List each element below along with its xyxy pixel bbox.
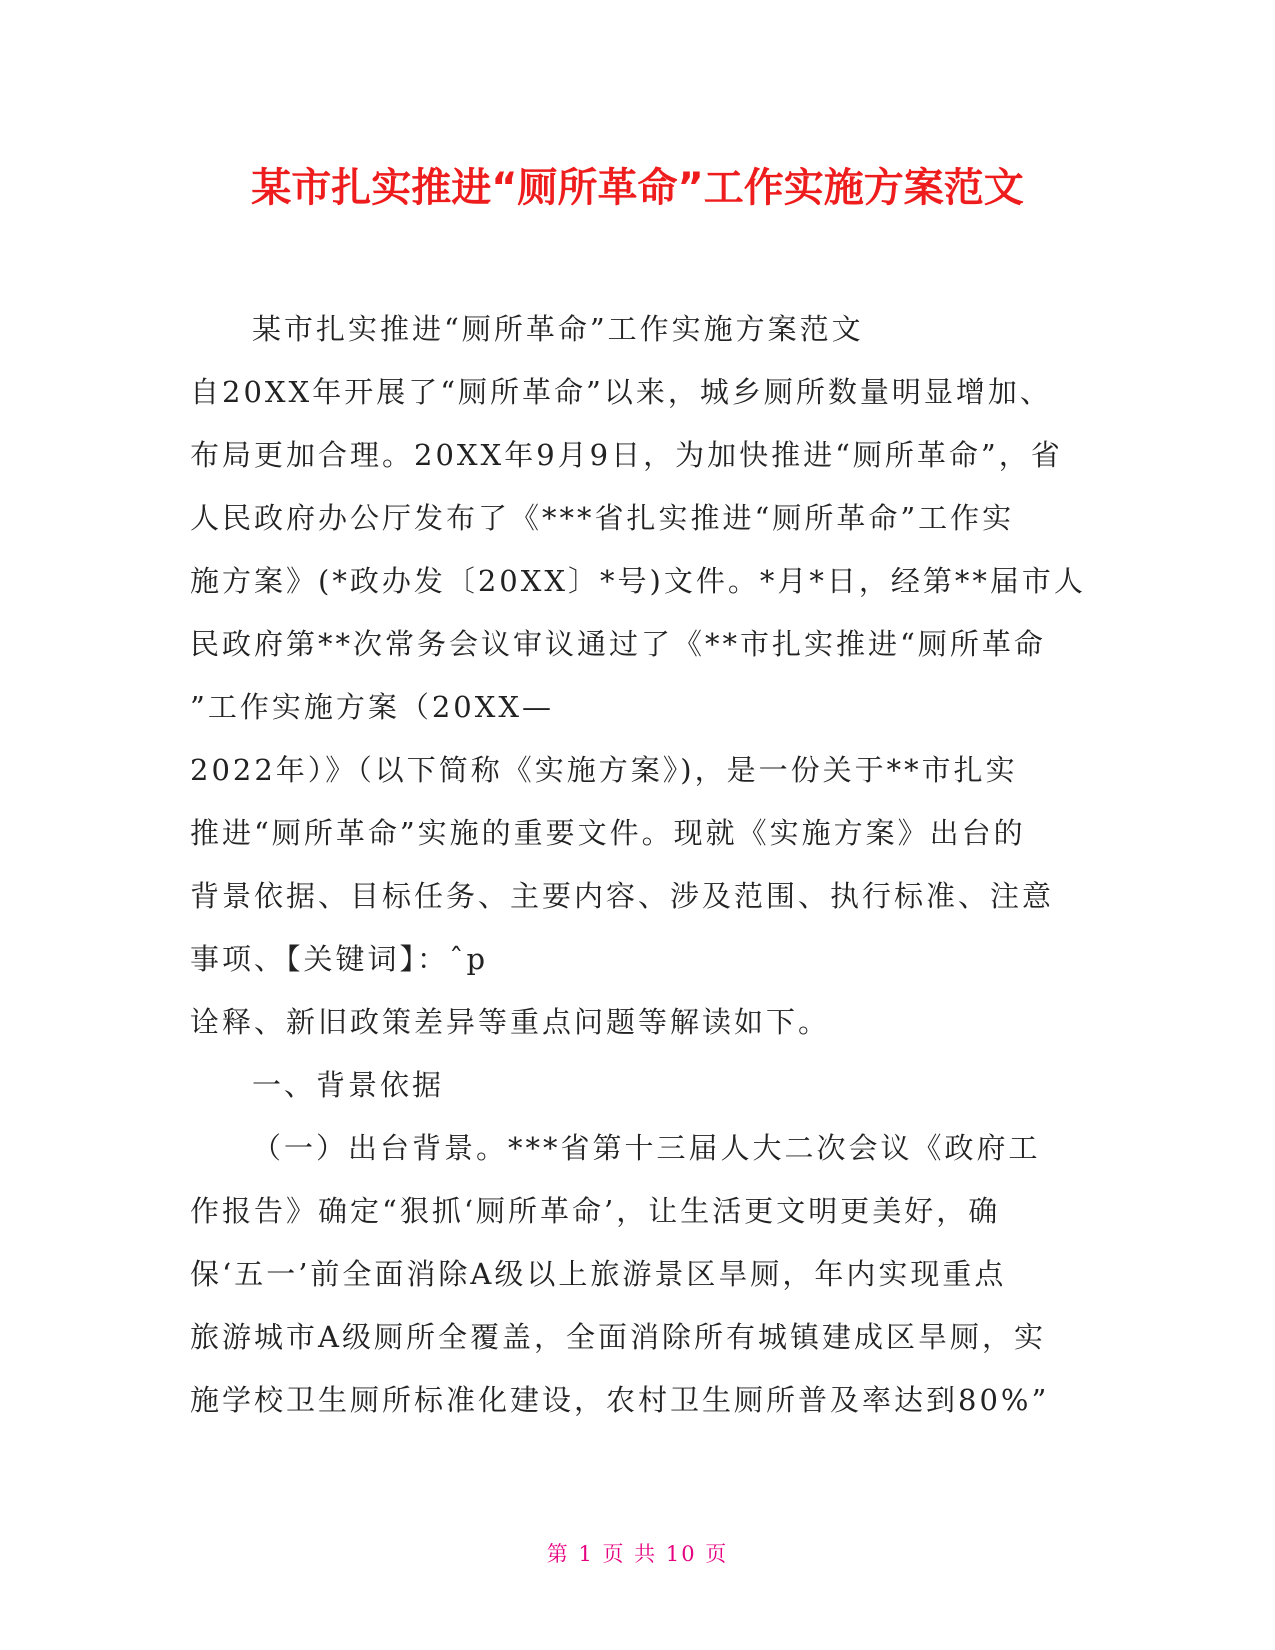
- body-line: 2022年）》（以下简称《实施方案》)，是一份关于**市扎实: [190, 753, 1018, 787]
- body-line: 某市扎实推进“厕所革命”工作实施方案范文: [252, 312, 864, 346]
- body-line: 布局更加合理。20XX年9月9日，为加快推进“厕所革命”，省: [190, 438, 1063, 472]
- body-line: 施方案》(*政办发〔20XX〕*号)文件。*月*日，经第**届市人: [190, 564, 1086, 598]
- body-line: ”工作实施方案（20XX—: [190, 690, 555, 724]
- body-line: 推进“厕所革命”实施的重要文件。现就《实施方案》出台的: [190, 816, 1026, 850]
- body-line: （一）出台背景。***省第十三届人大二次会议《政府工: [252, 1131, 1041, 1165]
- page-number-label: 第 1 页 共 10 页: [546, 1542, 729, 1566]
- body-line: 作报告》确定“狠抓‘厕所革命’，让生活更文明更美好，确: [190, 1194, 1001, 1228]
- body-line: 民政府第**次常务会议审议通过了《**市扎实推进“厕所革命: [190, 627, 1046, 661]
- body-line: 诠释、新旧政策差异等重点问题等解读如下。: [190, 1005, 831, 1039]
- page-footer: [0, 1540, 1275, 1568]
- body-line: 事项、【关键词】：ˆp: [190, 942, 489, 976]
- document-title: 某市扎实推进“厕所革命”工作实施方案范文: [251, 165, 1024, 211]
- body-line: 自20XX年开展了“厕所革命”以来，城乡厕所数量明显增加、: [190, 375, 1052, 409]
- body-line: 背景依据、目标任务、主要内容、涉及范围、执行标准、注意: [190, 879, 1055, 913]
- body-line: 旅游城市A级厕所全覆盖，全面消除所有城镇建成区旱厕，实: [190, 1320, 1046, 1354]
- body-line: 保‘五一’前全面消除A级以上旅游景区旱厕，年内实现重点: [190, 1257, 1007, 1291]
- body-line: 人民政府办公厅发布了《***省扎实推进“厕所革命”工作实: [190, 501, 1015, 535]
- section-heading: 一、背景依据: [252, 1068, 445, 1102]
- body-line: 施学校卫生厕所标准化建设，农村卫生厕所普及率达到80%”: [190, 1383, 1050, 1417]
- document-body: [190, 298, 1090, 1432]
